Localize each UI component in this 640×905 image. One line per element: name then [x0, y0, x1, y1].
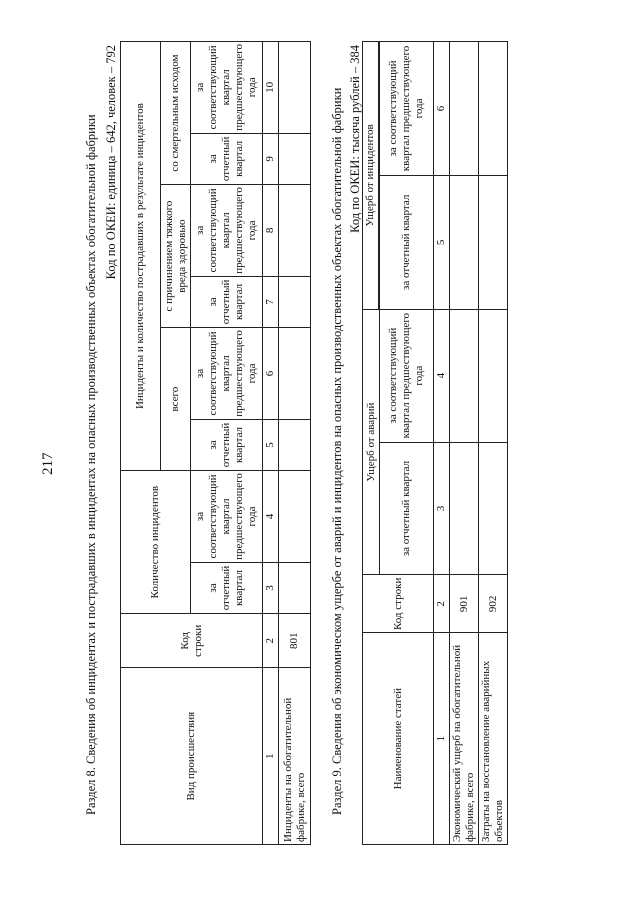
col-number: 3 [263, 562, 279, 613]
col-number: 4 [434, 309, 450, 442]
col-number: 6 [434, 42, 450, 176]
table-cell[interactable] [479, 442, 508, 575]
table-cell[interactable] [479, 42, 508, 176]
header-incident-damage: Ущерб от инцидентов [363, 42, 379, 310]
header-victims-group: Инциденты и количество пострадавших в результате инцидентов [121, 42, 161, 471]
header-previous: за соответствующий квартал предшествующего года [191, 328, 263, 420]
col-number: 6 [263, 328, 279, 420]
header-previous: за соответствующий квартал предшествующего года [191, 185, 263, 277]
col-number: 8 [263, 185, 279, 277]
table-row [450, 42, 479, 845]
row-code: 901 [450, 575, 479, 633]
table-cell[interactable] [450, 42, 479, 176]
row-name: Экономический ущерб на обогатительной фабрике, всего [450, 633, 479, 845]
section9-title: Раздел 9. Сведения об экономическом ущербе от аварий и инцидентов на опасных производственных объектах обогатительной фабрики [330, 87, 344, 815]
table-row [279, 42, 311, 845]
header-fatal: со смертельным исходом [161, 42, 191, 185]
col-number: 7 [263, 276, 279, 327]
table-cell[interactable] [479, 309, 508, 442]
table-cell[interactable] [279, 42, 311, 134]
table-cell[interactable] [279, 185, 311, 277]
header-incident-type: Вид происшествия [121, 668, 263, 845]
col-number: 2 [434, 575, 450, 633]
header-severe-health: с причинением тяжкого вреда здоровью [161, 185, 191, 328]
header-line-code: Код строки [363, 575, 434, 633]
col-number: 3 [434, 442, 450, 575]
header-previous: за соответствующий квартал предшествующего года [191, 42, 263, 134]
col-number: 9 [263, 133, 279, 184]
header-total: всего [161, 328, 191, 471]
table-cell[interactable] [450, 175, 479, 309]
col-number: 1 [434, 633, 450, 845]
header-incident-count: Количество инцидентов [121, 471, 191, 614]
header-previous: за соответствующий квартал предшествующего года [380, 309, 434, 442]
header-reporting: за отчетный квартал [191, 562, 263, 613]
table-cell[interactable] [279, 562, 311, 613]
header-reporting: за отчетный квартал [380, 442, 434, 575]
header-reporting: за отчетный квартал [380, 175, 434, 309]
table-row [479, 42, 508, 845]
header-line-code: Код строки [121, 614, 263, 668]
header-previous: за соответствующий квартал предшествующего года [380, 42, 434, 176]
col-number: 5 [263, 419, 279, 470]
row-code: 801 [279, 614, 311, 668]
col-number: 2 [263, 614, 279, 668]
section9-table [362, 41, 508, 845]
section8-table [120, 41, 311, 845]
table-cell[interactable] [450, 442, 479, 575]
table-cell[interactable] [279, 328, 311, 420]
header-item-name: Наименование статей [363, 633, 434, 845]
col-number: 10 [263, 42, 279, 134]
col-number: 5 [434, 175, 450, 309]
row-code: 902 [479, 575, 508, 633]
col-number: 4 [263, 471, 279, 563]
table-cell[interactable] [450, 309, 479, 442]
table-cell[interactable] [279, 419, 311, 470]
table-cell[interactable] [479, 175, 508, 309]
table-cell[interactable] [279, 276, 311, 327]
table-cell[interactable] [279, 133, 311, 184]
section8-okei: Код по ОКЕИ: единица – 642, человек – 792 [104, 45, 118, 280]
row-name: Затраты на восстановление аварийных объектов [479, 633, 508, 845]
section8-title: Раздел 8. Сведения об инцидентах и пострадавших в инцидентах на опасных производственных объектах обогатительной фабрики [84, 114, 98, 815]
header-previous: за соответствующий квартал предшествующего года [191, 471, 263, 563]
header-accident-damage: Ущерб от аварий [363, 309, 380, 575]
header-reporting: за отчетный квартал [191, 133, 263, 184]
row-name: Инциденты на обогатительной фабрике, всего [279, 668, 311, 845]
section9-okei: Код по ОКЕИ: тысяча рублей – 384 [348, 45, 362, 233]
table-cell[interactable] [279, 471, 311, 563]
page-number: 217 [40, 452, 56, 475]
header-reporting: за отчетный квартал [191, 276, 263, 327]
col-number: 1 [263, 668, 279, 845]
header-reporting: за отчетный квартал [191, 419, 263, 470]
